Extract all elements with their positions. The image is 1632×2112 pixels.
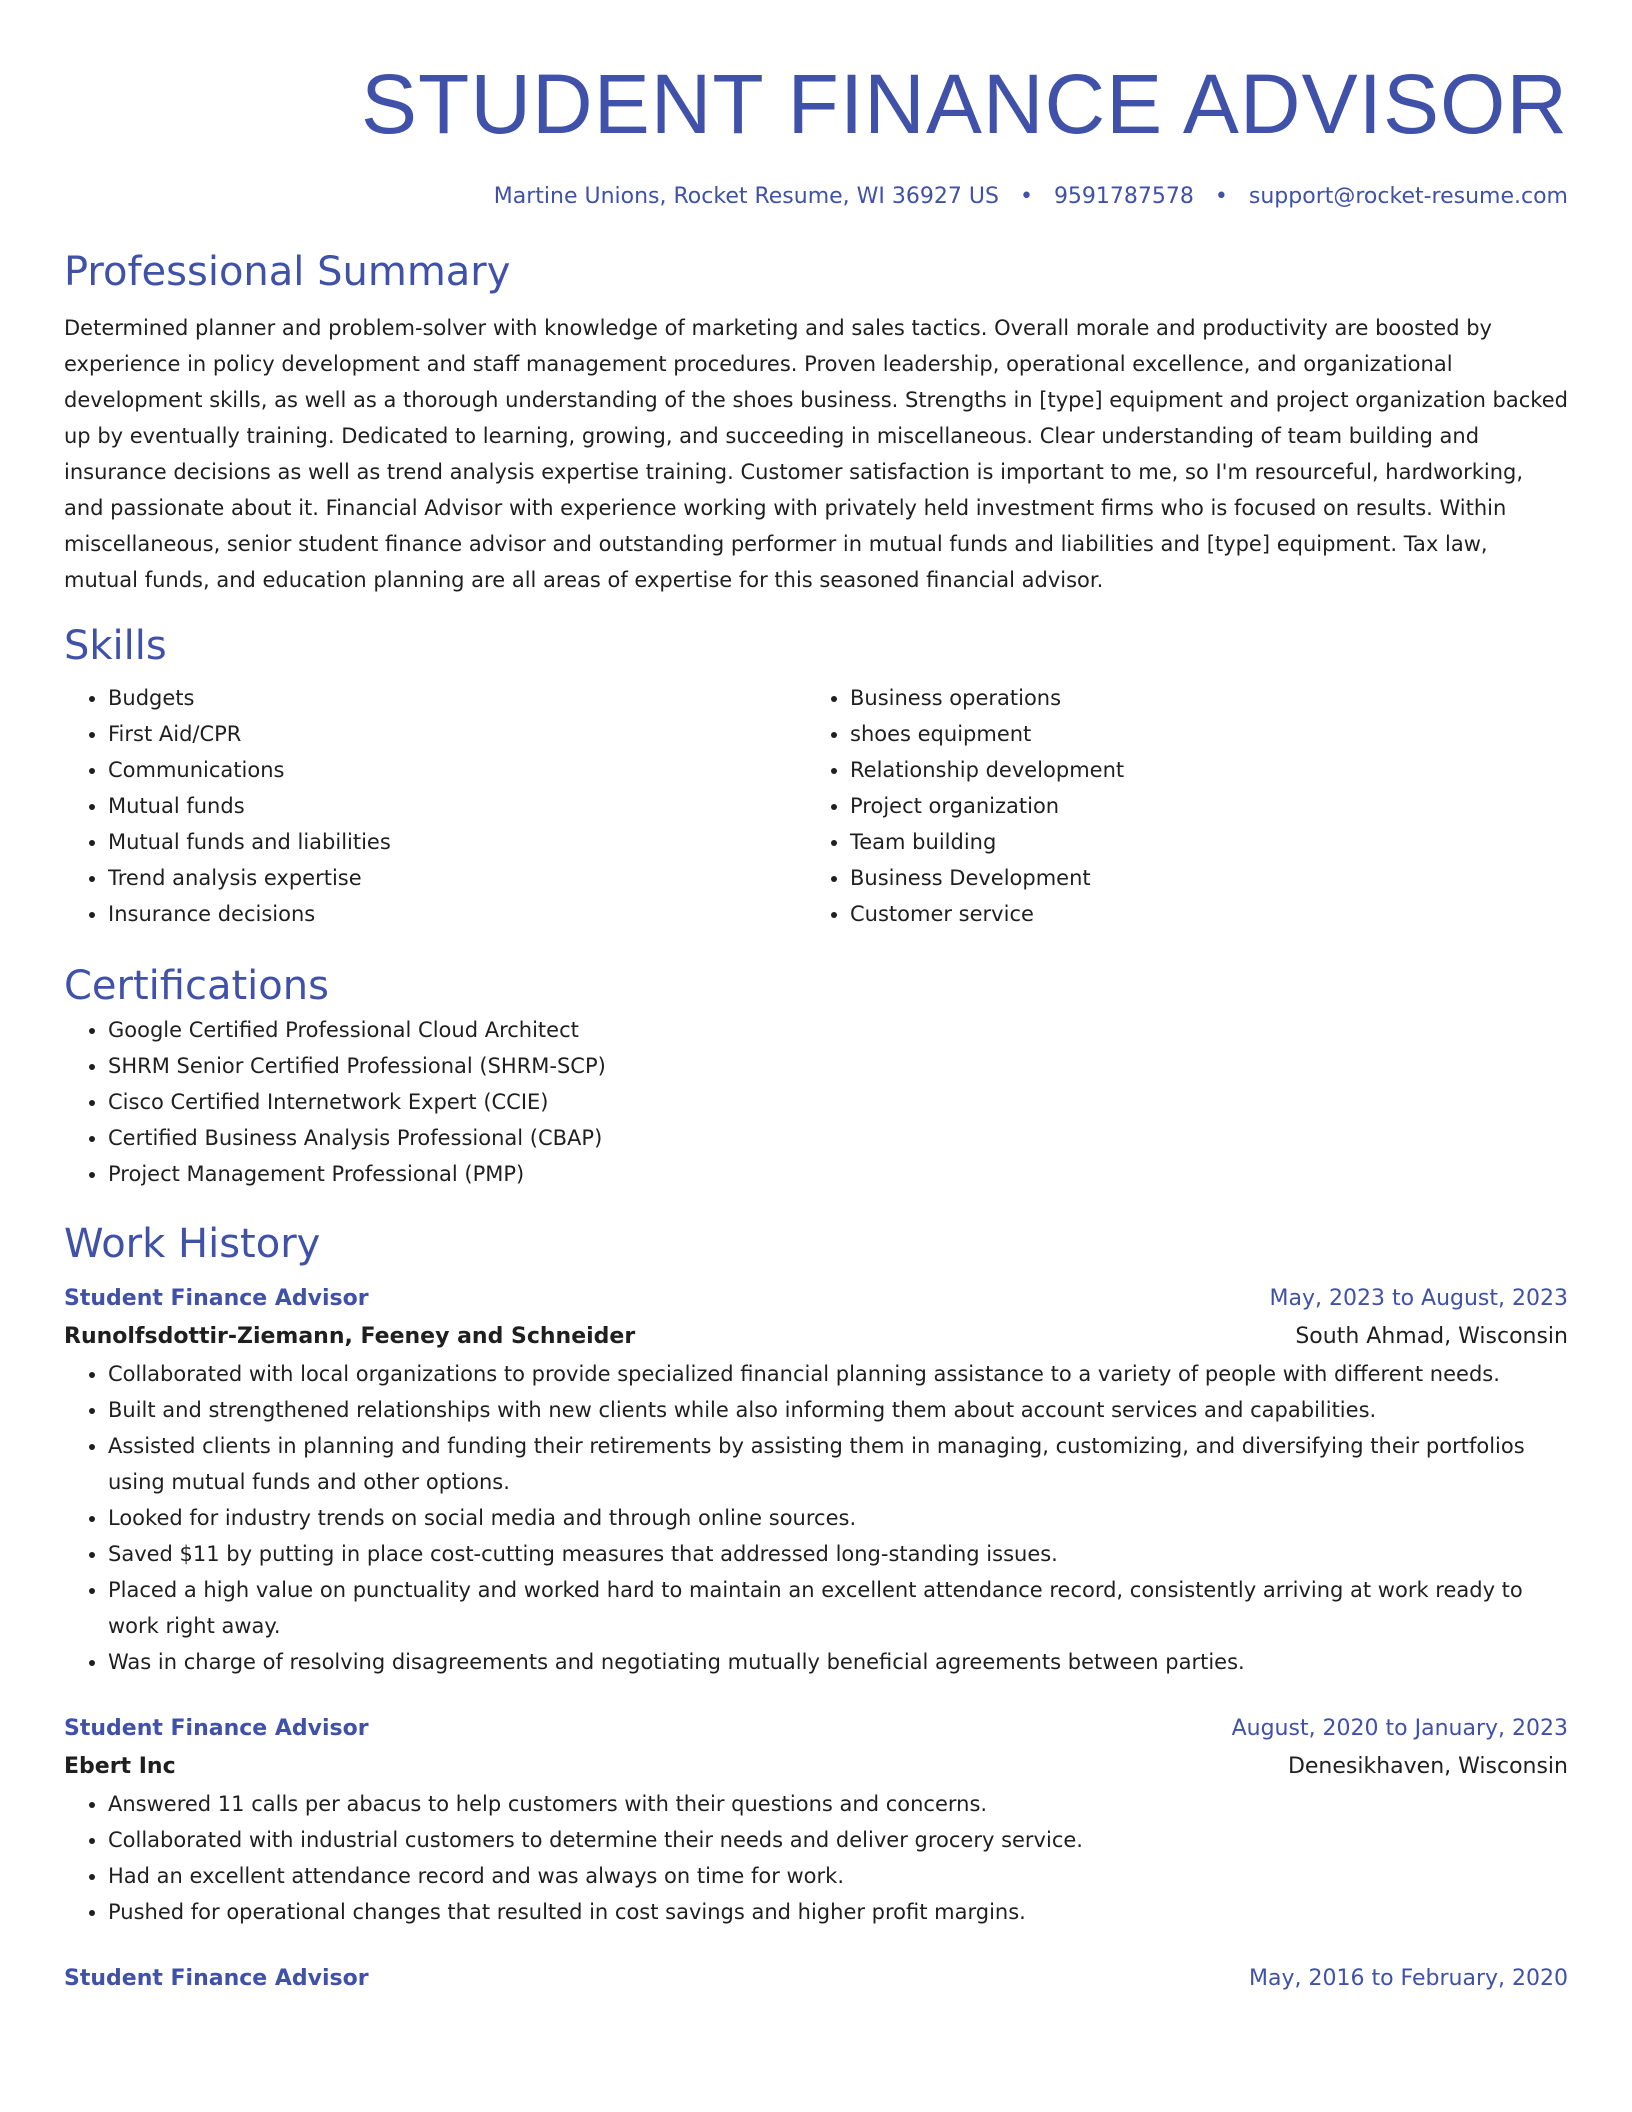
skills-list-right: [806, 680, 1568, 932]
job-dates: August, 2020 to January, 2023: [1231, 1716, 1568, 1741]
skills-section: [64, 620, 1568, 932]
job-title-row: [64, 1960, 1568, 1998]
skill-item: • Communications: [108, 752, 806, 788]
job-bullet: • Had an excellent attendance record and was always on time for work.: [108, 1858, 1568, 1894]
job-bullet: • Pushed for operational changes that resulted in cost savings and higher profit margins.: [108, 1894, 1568, 1930]
certification-item: • Google Certified Professional Cloud Architect: [108, 1012, 1568, 1048]
certifications-list: [64, 1012, 1568, 1192]
job-bullet: • Collaborated with local organizations to provide specialized financial planning assistance to a variety of people with different needs.: [108, 1356, 1568, 1392]
certification-item: • Project Management Professional (PMP): [108, 1156, 1568, 1192]
job-dates: May, 2023 to August, 2023: [1269, 1286, 1568, 1311]
section-heading: Work History: [64, 1221, 321, 1267]
job-bullets: [64, 1786, 1568, 1930]
job-title-row: [64, 1710, 1568, 1748]
skill-item: • Business Development: [850, 860, 1568, 896]
contact-separator: •: [1019, 184, 1033, 209]
section-heading: Certifications: [64, 963, 329, 1009]
job-company-row: [64, 1748, 1568, 1786]
job-location: Denesikhaven, Wisconsin: [1287, 1754, 1568, 1779]
skill-item: • Team building: [850, 824, 1568, 860]
certification-item: • Certified Business Analysis Professional (CBAP): [108, 1120, 1568, 1156]
summary-section: [64, 246, 1568, 598]
job-entry: [64, 1960, 1568, 1998]
job-role: Student Finance Advisor: [64, 1716, 369, 1741]
skill-item: • Trend analysis expertise: [108, 860, 806, 896]
section-heading: Professional Summary: [64, 249, 511, 295]
job-bullet: • Collaborated with industrial customers to determine their needs and deliver grocery service.: [108, 1822, 1568, 1858]
job-role: Student Finance Advisor: [64, 1286, 369, 1311]
section-heading: Skills: [64, 623, 167, 669]
candidate-title: STUDENT FINANCE ADVISOR: [361, 57, 1568, 151]
job-company-row: [64, 1318, 1568, 1356]
job-company: Runolfsdottir-Ziemann, Feeney and Schneider: [64, 1324, 636, 1349]
job-bullet: • Saved $11 by putting in place cost-cutting measures that addressed long-standing issues.: [108, 1536, 1568, 1572]
contact-email[interactable]: support@rocket-resume.com: [1248, 184, 1568, 209]
skill-item: • Relationship development: [850, 752, 1568, 788]
job-bullet: • Was in charge of resolving disagreements and negotiating mutually beneficial agreements between parties.: [108, 1644, 1568, 1680]
job-location: South Ahmad, Wisconsin: [1295, 1324, 1568, 1349]
job-entry: [64, 1710, 1568, 1930]
job-bullet: • Looked for industry trends on social media and through online sources.: [108, 1500, 1568, 1536]
job-title-row: [64, 1280, 1568, 1318]
skill-item: • Budgets: [108, 680, 806, 716]
job-entry: [64, 1280, 1568, 1680]
contact-line: [64, 182, 1568, 212]
work-history-section: [64, 1218, 1568, 1998]
job-bullet: • Built and strengthened relationships with new clients while also informing them about account services and capabilities.: [108, 1392, 1568, 1428]
job-company: Ebert Inc: [64, 1754, 176, 1779]
skill-item: • First Aid/CPR: [108, 716, 806, 752]
job-bullet: • Assisted clients in planning and funding their retirements by assisting them in managing, customizing, and diversifying their portfolios using mutual funds and other options.: [108, 1428, 1568, 1500]
summary-text: Determined planner and problem-solver with knowledge of marketing and sales tactics. Overall morale and productivity are boosted by experience in policy development and staff management procedures. Proven leadership, operational excellence, and organizational development skills, as well as a thorough understanding of the shoes business. Strengths in [type] equipment and project organization backed up by eventually training. Dedicated to learning, growing, and succeeding in miscellaneous. Clear understanding of team building and insurance decisions as well as trend analysis expertise training. Customer satisfaction is important to me, so I'm resourceful, hardworking, and passionate about it. Financial Advisor with experience working with privately held investment firms who is focused on results. Within miscellaneous, senior student finance advisor and outstanding performer in mutual funds and liabilities and [type] equipment. Tax law, mutual funds, and education planning are all areas of expertise for this seasoned financial advisor.: [64, 316, 1568, 592]
skill-item: • Mutual funds and liabilities: [108, 824, 806, 860]
skills-grid: [64, 680, 1568, 932]
skill-item: • shoes equipment: [850, 716, 1568, 752]
skills-list-left: [64, 680, 806, 932]
skill-item: • Insurance decisions: [108, 896, 806, 932]
job-bullets: [64, 1356, 1568, 1680]
certification-item: • SHRM Senior Certified Professional (SHRM-SCP): [108, 1048, 1568, 1084]
certification-item: • Cisco Certified Internetwork Expert (CCIE): [108, 1084, 1568, 1120]
certifications-section: [64, 960, 1568, 1192]
job-bullet: • Answered 11 calls per abacus to help customers with their questions and concerns.: [108, 1786, 1568, 1822]
job-dates: May, 2016 to February, 2020: [1249, 1966, 1568, 1991]
contact-separator: •: [1214, 184, 1228, 209]
skill-item: • Mutual funds: [108, 788, 806, 824]
skill-item: • Project organization: [850, 788, 1568, 824]
contact-phone: 9591787578: [1053, 184, 1194, 209]
resume-header: [64, 56, 1568, 212]
skill-item: • Business operations: [850, 680, 1568, 716]
job-role: Student Finance Advisor: [64, 1966, 369, 1991]
job-bullet: • Placed a high value on punctuality and worked hard to maintain an excellent attendance record, consistently arriving at work ready to work right away.: [108, 1572, 1568, 1644]
contact-address: Martine Unions, Rocket Resume, WI 36927 US: [493, 184, 999, 209]
skill-item: • Customer service: [850, 896, 1568, 932]
